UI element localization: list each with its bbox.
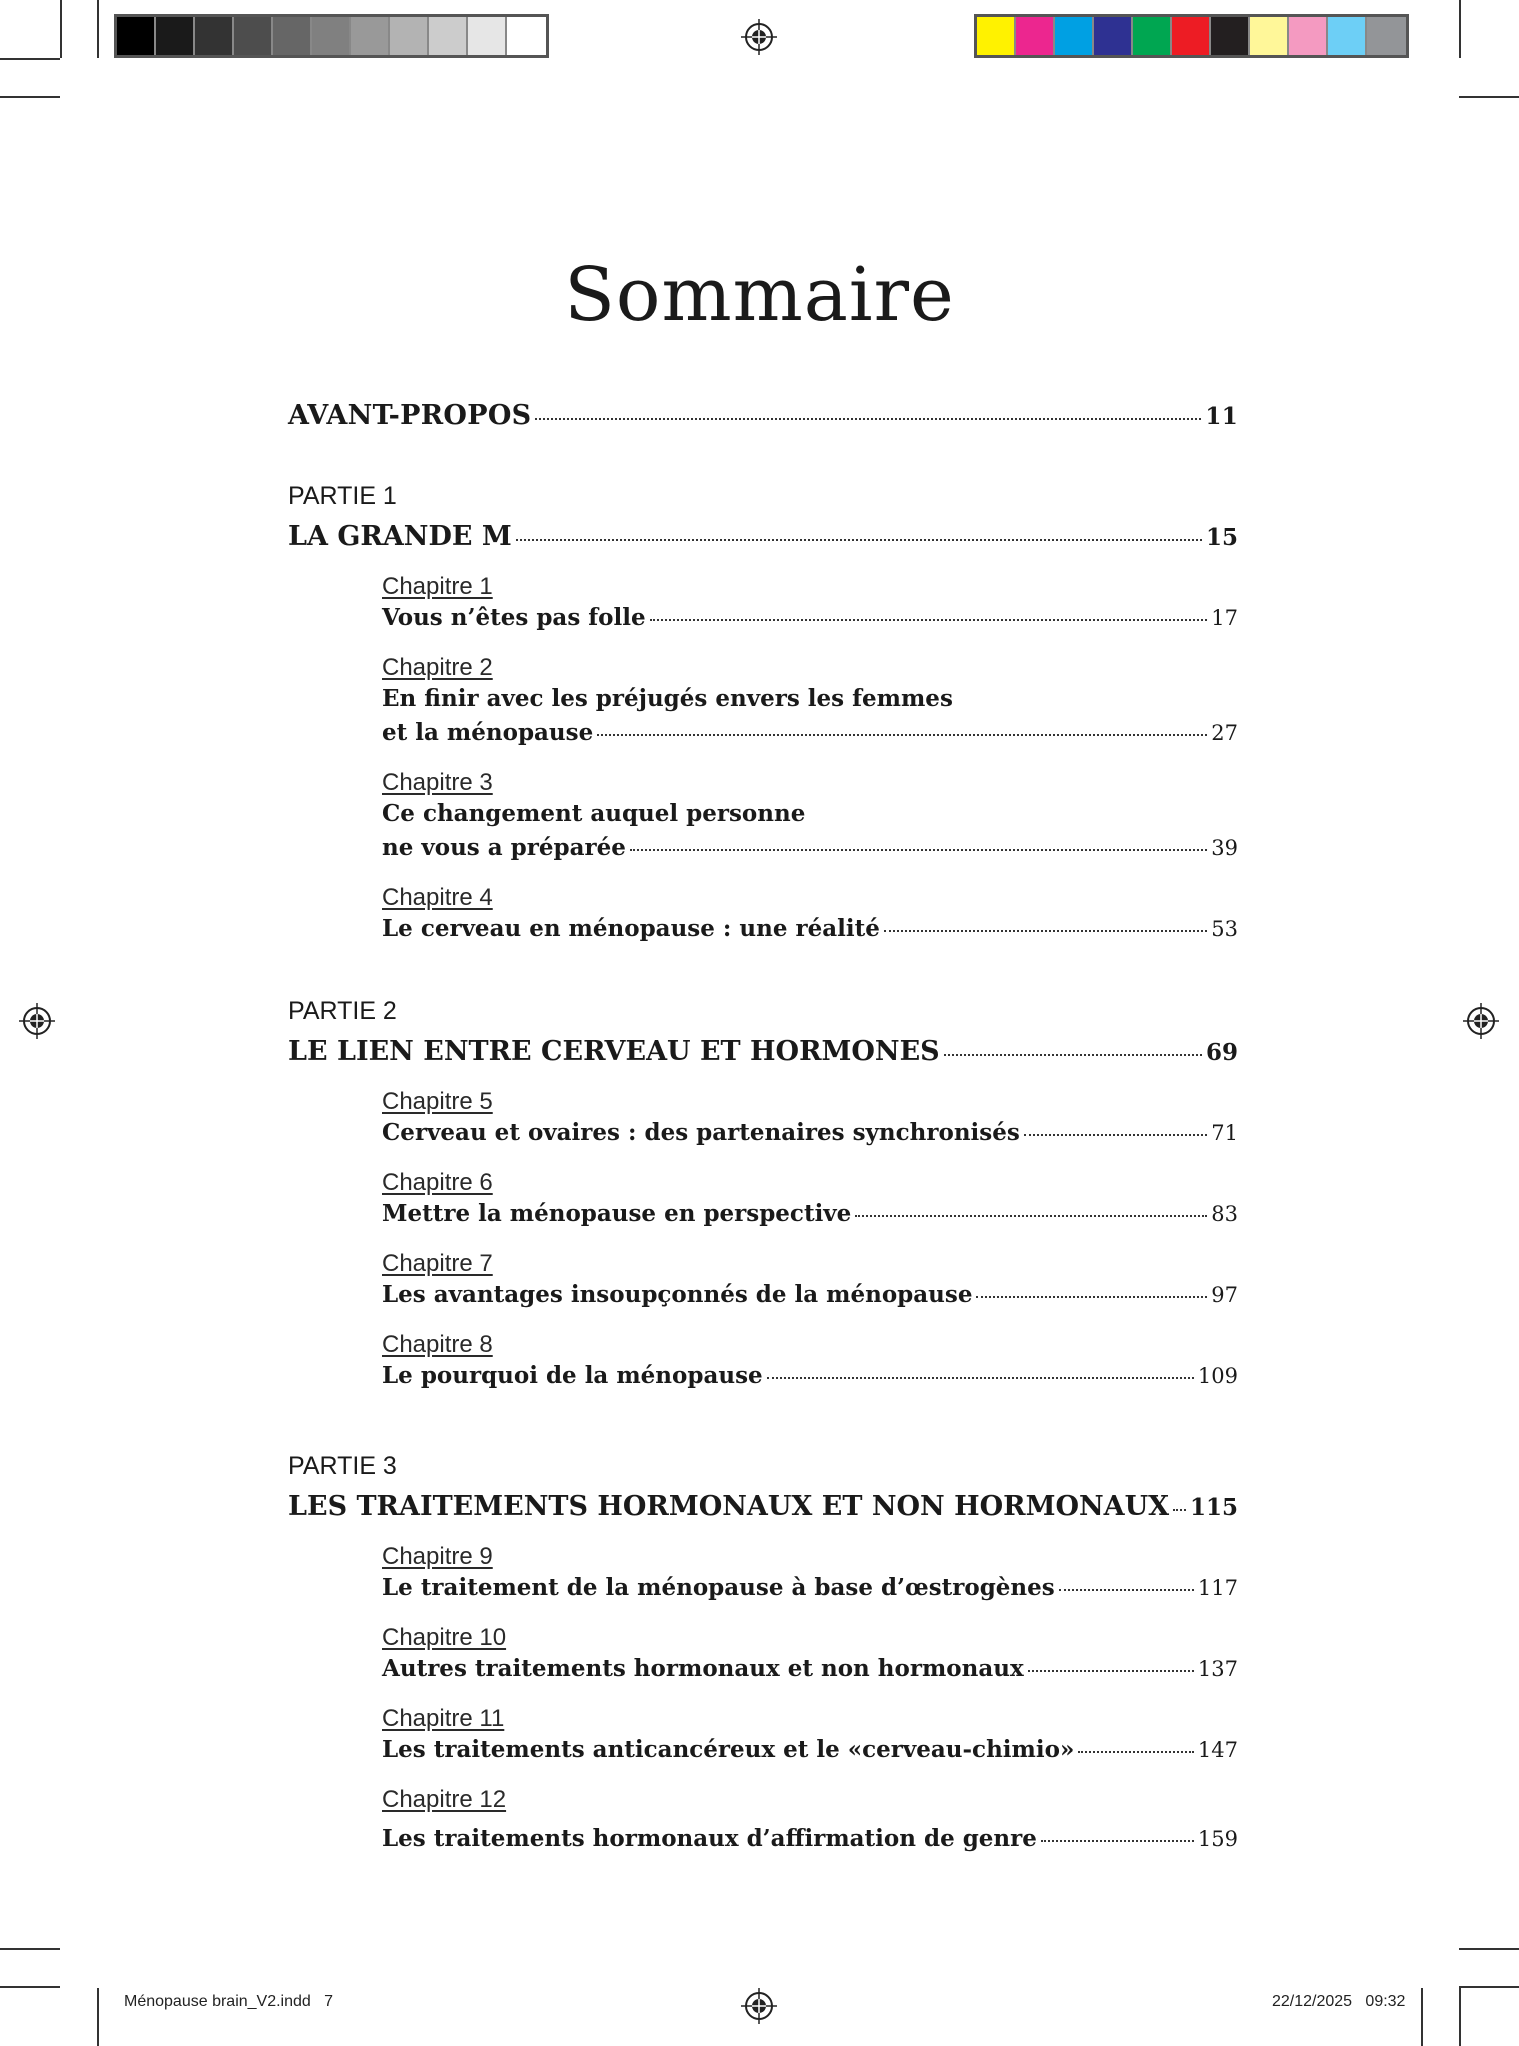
toc-entry-chapter[interactable] xyxy=(382,1087,1238,1150)
chapter-label: Chapitre 9 xyxy=(382,1543,493,1570)
page-number: 159 xyxy=(1197,1827,1238,1851)
crop-mark xyxy=(60,0,62,58)
toc-entry-chapter[interactable] xyxy=(382,883,1238,946)
gray-swatch xyxy=(117,17,156,55)
gray-swatch xyxy=(468,17,507,55)
crop-mark xyxy=(0,96,60,98)
color-swatch xyxy=(1328,17,1367,55)
page-number: 39 xyxy=(1211,836,1238,860)
chapter-title-row xyxy=(382,1278,1238,1312)
chapter-title-row xyxy=(382,912,1238,946)
page-number: 15 xyxy=(1205,524,1238,551)
color-swatch xyxy=(977,17,1016,55)
color-swatch xyxy=(1055,17,1094,55)
chapter-list xyxy=(382,1542,1238,1856)
chapter-title-row xyxy=(382,1197,1238,1231)
toc-entry-part[interactable] xyxy=(288,1036,1238,1067)
toc-entry-chapter[interactable] xyxy=(382,1249,1238,1312)
page-number: 17 xyxy=(1211,606,1238,630)
chapter-label: Chapitre 11 xyxy=(382,1705,505,1732)
slug-file-name: Ménopause brain_V2.indd 7 xyxy=(124,1993,334,2010)
page-title: Sommaire xyxy=(564,252,955,338)
dot-leader xyxy=(884,930,1207,932)
process-color-bar xyxy=(974,14,1409,58)
dot-leader xyxy=(1173,1509,1186,1511)
chapter-label: Chapitre 4 xyxy=(382,884,493,911)
dot-leader xyxy=(944,1054,1202,1056)
chapter-title-row xyxy=(382,716,1238,750)
gray-swatch xyxy=(156,17,195,55)
gray-swatch xyxy=(390,17,429,55)
part-title: LE LIEN ENTRE CERVEAU ET HORMONES xyxy=(288,1036,940,1067)
part-label: PARTIE 2 xyxy=(288,997,397,1025)
page-number: 109 xyxy=(1197,1364,1238,1388)
dot-leader xyxy=(1024,1134,1207,1136)
page-number: 97 xyxy=(1211,1283,1238,1307)
chapter-title: Cerveau et ovaires : des partenaires synchronisés xyxy=(382,1119,1020,1146)
chapter-title: Le cerveau en ménopause : une réalité xyxy=(382,915,880,942)
color-swatch xyxy=(1133,17,1172,55)
chapter-label: Chapitre 10 xyxy=(382,1624,507,1651)
toc-entry-label: AVANT-PROPOS xyxy=(288,400,532,431)
color-swatch xyxy=(1211,17,1250,55)
chapter-title-row xyxy=(382,1116,1238,1150)
dot-leader xyxy=(516,539,1202,541)
chapter-title: Le pourquoi de la ménopause xyxy=(382,1362,763,1389)
chapter-list xyxy=(382,572,1238,946)
chapter-label: Chapitre 12 xyxy=(382,1786,507,1813)
gray-swatch xyxy=(195,17,234,55)
crop-mark xyxy=(0,1986,60,1988)
chapter-title: et la ménopause xyxy=(382,719,594,746)
part-label: PARTIE 1 xyxy=(288,482,397,510)
dot-leader xyxy=(1059,1589,1194,1591)
crop-mark xyxy=(0,58,60,60)
chapter-title: Les avantages insoupçonnés de la ménopause xyxy=(382,1281,973,1308)
toc-entry-avant-propos[interactable] xyxy=(288,400,1238,431)
chapter-title: Le traitement de la ménopause à base d’œstrogènes xyxy=(382,1574,1055,1601)
dot-leader xyxy=(535,418,1201,420)
chapter-label: Chapitre 8 xyxy=(382,1331,493,1358)
crop-mark xyxy=(0,1948,60,1950)
crop-mark xyxy=(1459,1986,1519,1988)
chapter-title-row xyxy=(382,1733,1238,1767)
toc-entry-chapter[interactable] xyxy=(382,572,1238,635)
toc-entry-chapter[interactable] xyxy=(382,1785,1238,1856)
slug-date-time: 22/12/2025 09:32 xyxy=(1272,1993,1406,2010)
part-title: LES TRAITEMENTS HORMONAUX ET NON HORMONAUX xyxy=(288,1491,1170,1522)
dot-leader xyxy=(976,1296,1207,1298)
dot-leader xyxy=(1041,1840,1194,1842)
crop-mark xyxy=(97,0,99,58)
toc-entry-chapter[interactable] xyxy=(382,653,1238,750)
page-number: 83 xyxy=(1211,1202,1238,1226)
toc-entry-chapter[interactable] xyxy=(382,1330,1238,1393)
crop-mark xyxy=(1459,1948,1519,1950)
crop-mark xyxy=(1459,1988,1461,2046)
chapter-label: Chapitre 3 xyxy=(382,769,493,796)
chapter-list xyxy=(382,1087,1238,1393)
crop-mark xyxy=(1421,1988,1423,2046)
color-swatch xyxy=(1250,17,1289,55)
part-title: LA GRANDE M xyxy=(288,521,512,552)
registration-mark-icon xyxy=(741,1988,777,2024)
dot-leader xyxy=(855,1215,1207,1217)
chapter-title-row xyxy=(382,1822,1238,1856)
color-swatch xyxy=(1289,17,1328,55)
toc-entry-chapter[interactable] xyxy=(382,1168,1238,1231)
toc-entry-part[interactable] xyxy=(288,1491,1238,1522)
registration-mark-icon xyxy=(1463,1003,1499,1039)
chapter-title: Les traitements hormonaux d’affirmation de genre xyxy=(382,1825,1037,1852)
toc-entry-chapter[interactable] xyxy=(382,768,1238,865)
chapter-label: Chapitre 2 xyxy=(382,654,493,681)
chapter-title-row xyxy=(382,1571,1238,1605)
chapter-title-row xyxy=(382,831,1238,865)
toc-entry-part[interactable] xyxy=(288,521,1238,552)
toc-entry-chapter[interactable] xyxy=(382,1704,1238,1767)
chapter-label: Chapitre 1 xyxy=(382,573,493,600)
dot-leader xyxy=(630,849,1207,851)
gray-swatch xyxy=(312,17,351,55)
dot-leader xyxy=(1028,1670,1194,1672)
chapter-title: Les traitements anticancéreux et le «cerveau-chimio» xyxy=(382,1736,1075,1763)
chapter-title-line: Ce changement auquel personne xyxy=(382,800,806,827)
chapter-title-row xyxy=(382,1359,1238,1393)
dot-leader xyxy=(1078,1751,1194,1753)
dot-leader xyxy=(650,619,1208,621)
toc-entry-chapter[interactable] xyxy=(382,1542,1238,1605)
page-number: 115 xyxy=(1189,1494,1238,1521)
crop-mark xyxy=(1459,0,1461,58)
chapter-title: ne vous a préparée xyxy=(382,834,626,861)
page-number: 137 xyxy=(1197,1657,1238,1681)
chapter-title-line: En finir avec les préjugés envers les femmes xyxy=(382,685,953,712)
table-of-contents xyxy=(288,400,1238,1856)
chapter-title: Vous n’êtes pas folle xyxy=(382,604,646,631)
page-number: 117 xyxy=(1197,1576,1238,1600)
chapter-label: Chapitre 5 xyxy=(382,1088,493,1115)
gray-swatch xyxy=(429,17,468,55)
page-number: 27 xyxy=(1211,721,1238,745)
chapter-label: Chapitre 6 xyxy=(382,1169,493,1196)
chapter-label: Chapitre 7 xyxy=(382,1250,493,1277)
page-number: 147 xyxy=(1197,1738,1238,1762)
crop-mark xyxy=(1459,96,1519,98)
page-number: 71 xyxy=(1211,1121,1238,1145)
gray-swatch xyxy=(507,17,546,55)
page-number: 69 xyxy=(1205,1039,1238,1066)
page-number: 53 xyxy=(1211,917,1238,941)
chapter-title: Mettre la ménopause en perspective xyxy=(382,1200,852,1227)
dot-leader xyxy=(767,1377,1194,1379)
gray-swatch xyxy=(234,17,273,55)
color-swatch xyxy=(1367,17,1406,55)
registration-mark-icon xyxy=(741,19,777,55)
gray-swatch xyxy=(273,17,312,55)
registration-mark-icon xyxy=(19,1003,55,1039)
color-swatch xyxy=(1172,17,1211,55)
chapter-title-row xyxy=(382,1652,1238,1686)
color-swatch xyxy=(1094,17,1133,55)
chapter-title: Autres traitements hormonaux et non hormonaux xyxy=(382,1655,1024,1682)
gray-swatch xyxy=(351,17,390,55)
part-label: PARTIE 3 xyxy=(288,1452,397,1480)
toc-parts xyxy=(288,481,1238,1856)
grayscale-color-bar xyxy=(114,14,549,58)
toc-entry-chapter[interactable] xyxy=(382,1623,1238,1686)
dot-leader xyxy=(597,734,1207,736)
chapter-title-row xyxy=(382,601,1238,635)
color-swatch xyxy=(1016,17,1055,55)
crop-mark xyxy=(97,1988,99,2046)
page-number: 11 xyxy=(1205,403,1238,430)
